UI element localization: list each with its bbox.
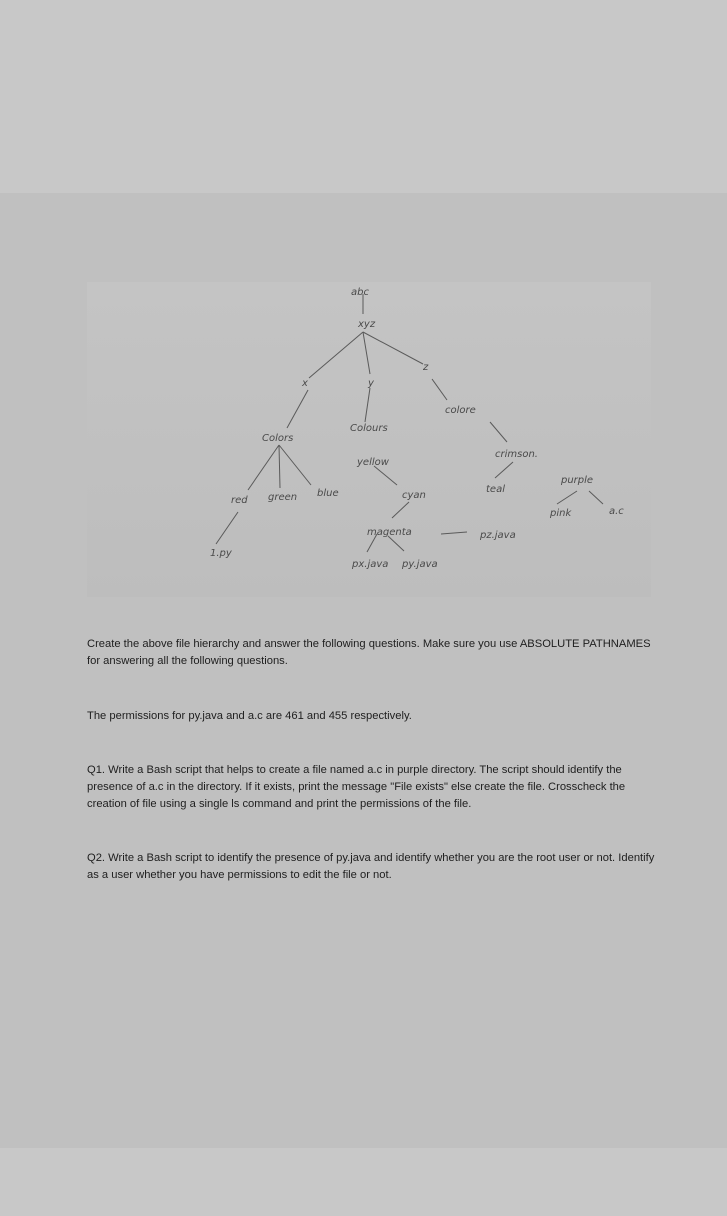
node-z: z bbox=[423, 362, 429, 373]
node-colore: colore bbox=[445, 405, 476, 416]
question-1: Q1. Write a Bash script that helps to create a file named a.c in purple directory. The script should identify the presence of a.c in the directory. If it exists, print the message "File exists" else create the file. Crosscheck the creation of file using a single ls command and print the permissions of the file. bbox=[87, 764, 626, 810]
node-1py: 1.py bbox=[210, 548, 232, 559]
node-crimson: crimson. bbox=[495, 449, 538, 460]
node-abc: abc bbox=[351, 287, 369, 298]
node-red: red bbox=[231, 495, 248, 506]
node-magenta: magenta bbox=[367, 527, 412, 538]
node-colors: Colors bbox=[262, 433, 294, 444]
node-pz-java: pz.java bbox=[480, 530, 516, 541]
node-px-java: px.java bbox=[352, 559, 389, 570]
node-blue: blue bbox=[317, 488, 339, 499]
question-2: Q2. Write a Bash script to identify the presence of py.java and identify whether you are the root user or not. Identify as a user whether you have permissions to edit the file or not. bbox=[87, 852, 655, 881]
node-yellow: yellow bbox=[357, 457, 389, 468]
node-teal: teal bbox=[486, 484, 505, 495]
node-x: x bbox=[302, 378, 308, 389]
node-y: y bbox=[368, 378, 374, 389]
node-purple: purple bbox=[561, 475, 594, 486]
top-margin bbox=[0, 0, 727, 193]
bottom-margin bbox=[0, 1148, 727, 1216]
intro-text: Create the above file hierarchy and answer the following questions. Make sure you use ABSOLUTE PATHNAMES for answering all the following questions. bbox=[87, 638, 651, 667]
document-page bbox=[0, 193, 727, 1148]
node-pink: pink bbox=[550, 508, 572, 519]
node-py-java: py.java bbox=[402, 559, 438, 570]
node-cyan: cyan bbox=[402, 490, 426, 501]
node-a-c: a.c bbox=[609, 506, 624, 517]
handwritten-tree-photo bbox=[87, 282, 651, 597]
permissions-text: The permissions for py.java and a.c are 461 and 455 respectively. bbox=[87, 710, 412, 722]
file-hierarchy-diagram bbox=[87, 282, 651, 597]
node-xyz: xyz bbox=[358, 319, 376, 330]
node-colours: Colours bbox=[350, 423, 388, 434]
node-green: green bbox=[268, 492, 298, 503]
